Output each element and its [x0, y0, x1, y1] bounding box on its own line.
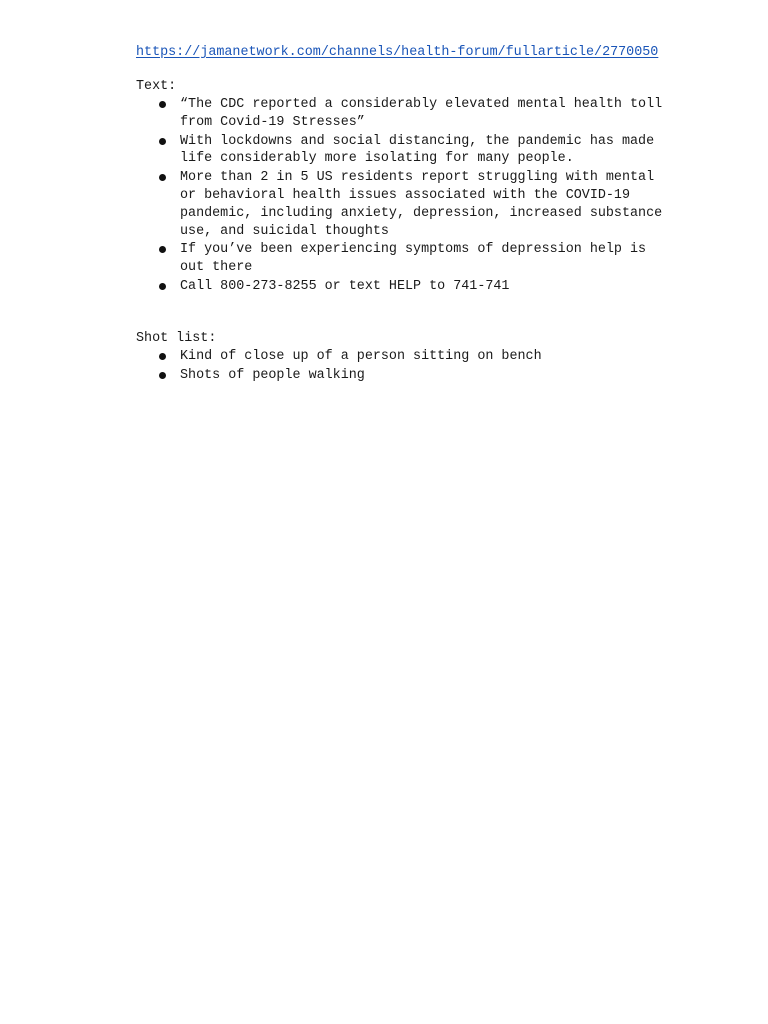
list-item-text: With lockdowns and social distancing, the pandemic has made life considerably more isolating for many people.: [180, 133, 655, 167]
bullet-icon: [159, 101, 166, 108]
list-item-text: More than 2 in 5 US residents report struggling with mental or behavioral health issues associated with the COVID-19 pandemic, including anxiety, depression, increased substance use, and suicidal thoughts: [180, 170, 663, 239]
list-item-text: Shots of people walking: [180, 367, 365, 383]
list-item: [136, 169, 676, 240]
bullet-icon: [159, 353, 166, 360]
bullet-icon: [159, 283, 166, 290]
bullet-icon: [159, 138, 166, 145]
list-item: [136, 133, 676, 169]
list-item-text: “The CDC reported a considerably elevated mental health toll from Covid-19 Stresses”: [180, 97, 663, 130]
list-item-text: Kind of close up of a person sitting on bench: [180, 348, 542, 364]
bullet-icon: [159, 246, 166, 253]
list-item: [136, 96, 676, 132]
text-heading: Text:: [136, 79, 177, 94]
document-page: [136, 44, 676, 385]
list-item: [136, 278, 676, 296]
list-item-text: Call 800-273-8255 or text HELP to 741-741: [180, 278, 510, 294]
bullet-icon: [159, 372, 166, 379]
source-link[interactable]: https://jamanetwork.com/channels/health-forum/fullarticle/2770050: [136, 45, 659, 60]
list-item: [136, 348, 676, 366]
list-item: [136, 241, 676, 277]
bullet-icon: [159, 174, 166, 181]
shot-bullet-list: [136, 348, 676, 385]
text-bullet-list: [136, 96, 676, 296]
shot-list-heading: Shot list:: [136, 330, 217, 346]
list-item: [136, 367, 676, 385]
list-item-text: If you’ve been experiencing symptoms of depression help is out there: [180, 242, 647, 276]
